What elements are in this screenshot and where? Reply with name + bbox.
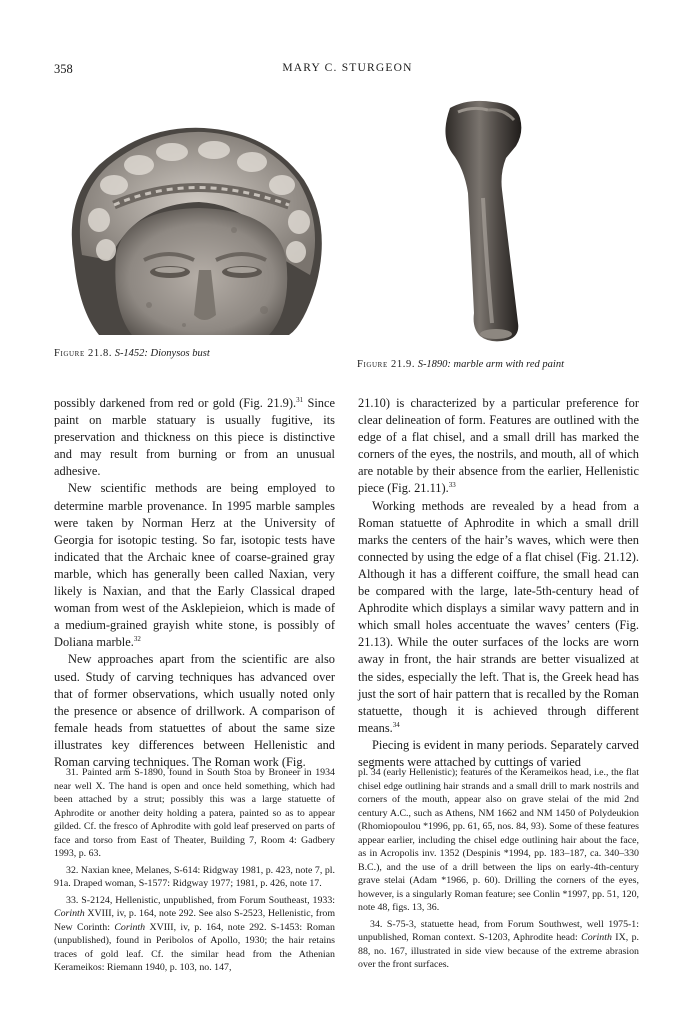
marble-arm-photo [428, 98, 558, 343]
figure-title: S-1890: marble arm with red paint [417, 359, 565, 370]
footnote-ref[interactable]: 31 [296, 395, 304, 404]
dionysos-bust-photo [54, 110, 336, 335]
paragraph: Working methods are revealed by a head from a Roman statuette of Aphrodite in which a small drill marks the centers of the hair’s waves, which were then connected by using the edge of a flat chisel (Fig. 21.12). Although it has a different coiffure, the small head can be compared with the large, late-5th-century head of Aphrodite which displays a similar wavy pattern and in which small holes accentuate the waves’ centers (Fig. 21.13). While the outer surfaces of the locks are worn away in front, the hair strands are better visualized at the sides, especially the left. That is, the Greek head has just the sort of hair pattern that is recalled by the Roman statuette, though it is achieved through different means.$^{34}$ [358, 498, 639, 735]
footnote: 32. Naxian knee, Melanes, S-614: Ridgway 1981, p. 423, note 7, pl. 91a. Draped woman, S-1577: Ridgway 1977; 1981, p. 426, note 17. [54, 864, 335, 889]
footnote-ref[interactable]: 34 [392, 720, 400, 729]
footnote-ref[interactable]: 33 [448, 481, 456, 490]
footnote: pl. 34 (early Hellenistic); features of the Kerameikos head, i.e., the flat chisel edge outlining hair strands and a small drill to mark nostrils and corners of the mouth, appear also on grave stelai of the mid 2nd century A.C., such as Athens, NM 1662 and NM 1450 of Polydeukion (Rhomiopoulou *1996, pp. 61, 65, nos. 84, 93). Some of these features appear earlier, including the chisel edge outlining hair about the face, as in Acropolis inv. 1352 (Despinis *1994, pp. 183–187, ca. 340–330 B.C.), and the use of a drill between the lips on early-4th-century grave stelai (Adam *1966, p. 60). Drilling the corners of the eyes, however, is a singularly Roman feature; see Conlin *1997, pp. 51, 120, note 48, figs. 13, 36. [358, 767, 639, 913]
footnote: 31. Painted arm S-1890, found in South Stoa by Broneer in 1934 near well X. The hand is open and once held something, which had been attached by a strut; possibly this was a large statuette of Aphrodite or another deity holding a patera, painted so as to appear gilded. Cf. the fresco of Aphrodite with gold leaf preserved on parts of face and torso from East of Theater, Building 7, Room 4: Gadbery 1993, p. 63. [54, 767, 335, 859]
footnotes-left [54, 766, 335, 978]
paragraph: New scientific methods are being employed to determine marble provenance. In 1995 marble samples were taken by Norman Herz at the University of Georgia for isotopic testing. So far, isotopic tests have indicated that the Archaic knee of coarse-grained gray marble, which has generally been called Naxian, very likely is Naxian, and that the Early Classical draped woman from west of the Asklepieion, which is made of a medium-grained grayish white stone, is possibly of Doliana marble.$^{32}$ [54, 481, 335, 650]
body-column-left [54, 395, 335, 771]
paragraph: possibly darkened from red or gold (Fig. 21.9).$^{31}$ Since paint on marble statuary is usually fugitive, its preservation and thickness on this piece is distinctive and may result from burning or from an unusual adhesive. [54, 395, 335, 479]
paragraph: New approaches apart from the scientific are also used. Study of carving techniques has advanced over that of former observations, which usually noted only the presence or absence of drillwork. A comparison of female heads from statuettes of about the same size illustrates key differences between Hellenistic and Roman carving techniques. The Roman work (Fig. [54, 652, 335, 769]
figure-caption-21-8 [54, 348, 210, 359]
footnote-ref[interactable]: 32 [133, 635, 141, 644]
footnote: 33. S-2124, Hellenistic, unpublished, from Forum Southeast, 1933: Corinth XVIII, iv, p. 164, note 292. See also S-2523, Hellenistic, from New Corinth: Corinth XVIII, iv, p. 164, note 292. S-1453: Roman (unpublished), found in Peribolos of Apollo, 1930; the hair retains traces of gold leaf. Cf. the similar head from the Athenian Kerameikos: Riemann 1940, p. 103, no. 147, [54, 894, 335, 973]
paragraph: Piecing is evident in many periods. Separately carved segments were attached by cuttings of varied [358, 737, 639, 769]
figure-label: Figure 21.9. [357, 359, 416, 370]
paragraph: 21.10) is characterized by a particular preference for clear delineation of form. Features are outlined with the edge of a flat chisel, and a small drill has marked the corners of the eyes, the nostrils, and mouth, all of which are notable by their absence from the earlier, Hellenistic piece (Fig. 21.11).$^{33}$ [358, 396, 639, 496]
footnotes-right [358, 766, 639, 975]
page-number: 358 [54, 62, 73, 76]
footnote: 34. S-75-3, statuette head, from Forum Southwest, well 1975-1: unpublished, Roman context. S-1203, Aphrodite head: Corinth IX, p. 88, no. 167, illustrated in side view because of the extreme abrasion over the front surfaces. [358, 918, 640, 970]
body-column-right [358, 395, 639, 771]
figure-title: S-1452: Dionysos bust [114, 348, 210, 359]
figure-caption-21-9 [357, 359, 564, 370]
running-head: MARY C. STURGEON [282, 62, 413, 74]
figure-label: Figure 21.8. [54, 348, 113, 359]
